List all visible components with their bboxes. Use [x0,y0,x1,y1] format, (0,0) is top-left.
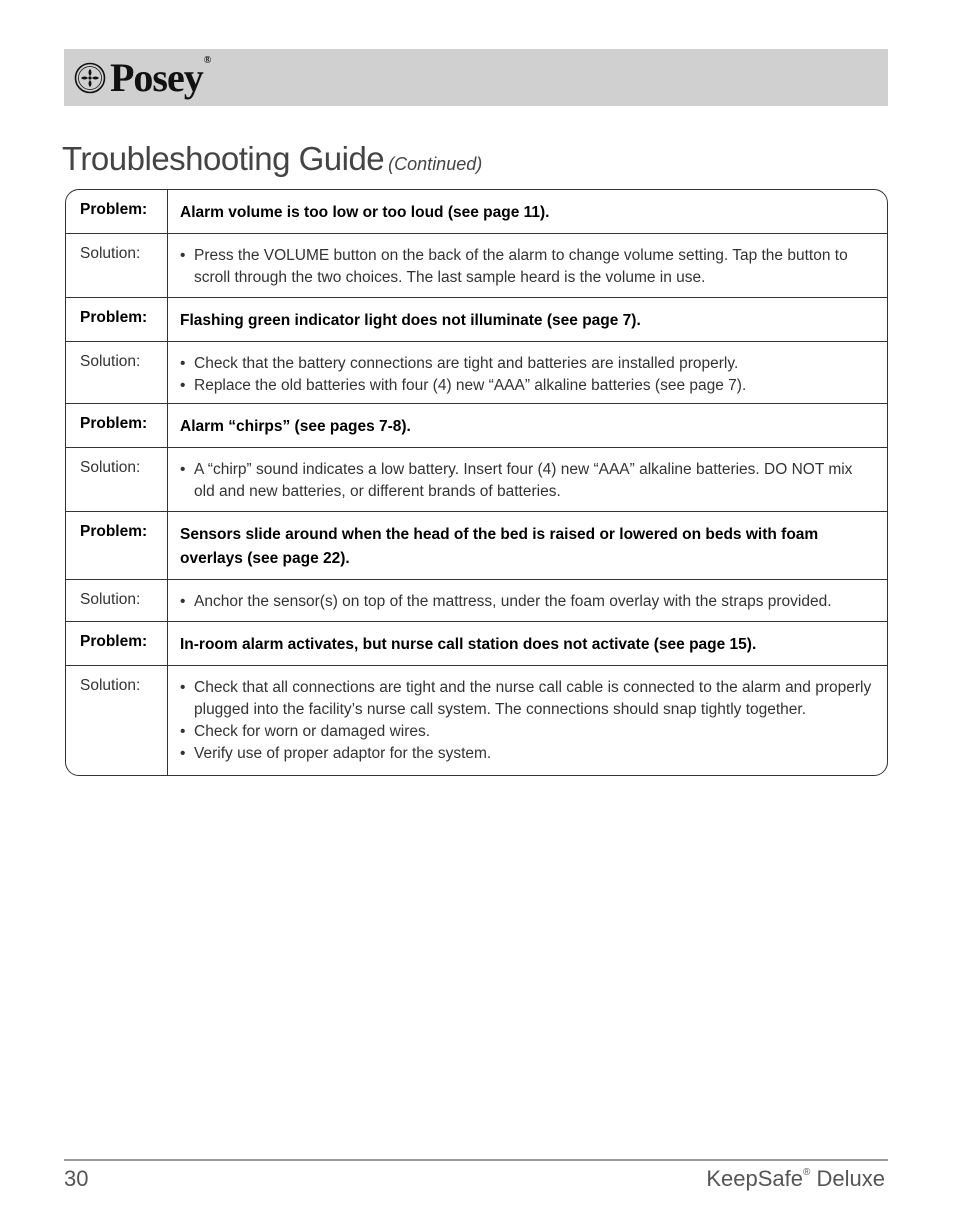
problem-text: Sensors slide around when the head of the bed is raised or lowered on beds with foam overlays (see page 22). [180,526,819,567]
solution-row [66,341,887,403]
footer-divider [64,1159,888,1161]
product-name [706,1166,885,1192]
solution-item [180,459,873,503]
problem-row [66,621,887,665]
solution-list [168,342,887,403]
solution-text: Check that the battery connections are tight and batteries are installed properly. [194,355,739,372]
problem-label: Problem: [66,190,168,233]
problem-text: Alarm “chirps” (see pages 7-8). [180,418,411,435]
problem-label: Problem: [66,298,168,341]
problem-row [66,190,887,233]
solution-item [180,721,873,743]
solution-text: Anchor the sensor(s) on top of the mattress, under the foam overlay with the straps provided. [194,593,832,610]
problem-label: Problem: [66,622,168,665]
problem-row [66,511,887,579]
bullet-icon: • [180,247,186,264]
solution-label: Solution: [66,666,168,775]
problem-label: Problem: [66,404,168,447]
solution-item [180,677,873,721]
solution-item [180,743,873,765]
solution-item [180,353,873,375]
solution-text: Verify use of proper adaptor for the system. [194,745,492,762]
problem-label: Problem: [66,512,168,579]
solution-item [180,591,873,613]
solution-row [66,233,887,297]
solution-list [168,234,887,297]
page-title-suffix: (Continued) [388,154,483,174]
page-number: 30 [64,1166,89,1191]
solution-text: Press the VOLUME button on the back of the alarm to change volume setting. Tap the button to scroll through the two choices. The last sample heard is the volume in use. [194,247,848,286]
problem-text: Alarm volume is too low or too loud (see page 11). [180,204,550,221]
solution-text: Check for worn or damaged wires. [194,723,431,740]
logo-registered-mark: ® [203,55,211,66]
bullet-icon: • [180,745,186,762]
posey-emblem-icon [74,62,106,94]
troubleshooting-table [65,189,888,776]
solution-list [168,666,887,775]
solution-label: Solution: [66,234,168,297]
problem-row [66,297,887,341]
page-title [62,140,482,178]
product-registered-mark: ® [803,1166,811,1178]
solution-text: Replace the old batteries with four (4) new “AAA” alkaline batteries (see page 7). [194,377,747,394]
solution-label: Solution: [66,448,168,511]
solution-list [168,448,887,511]
problem-row [66,403,887,447]
header-bar [64,49,888,106]
bullet-icon: • [180,377,186,394]
solution-list [168,580,887,621]
logo-wordmark: Posey® [110,55,211,100]
posey-logo [74,57,210,99]
solution-label: Solution: [66,342,168,403]
product-name-text: KeepSafe [706,1166,804,1191]
bullet-icon: • [180,461,186,478]
problem-text: In-room alarm activates, but nurse call station does not activate (see page 15). [180,636,757,653]
page-title-text: Troubleshooting Guide [62,140,385,177]
solution-text: Check that all connections are tight and the nurse call cable is connected to the alarm and properly plugged into the facility’s nurse call system. The connections should snap tightly together. [194,679,872,718]
bullet-icon: • [180,593,186,610]
solution-text: A “chirp” sound indicates a low battery. Insert four (4) new “AAA” alkaline batteries. DO NOT mix old and new batteries, or different brands of batteries. [194,461,853,500]
solution-item [180,375,873,397]
product-suffix: Deluxe [816,1166,885,1191]
bullet-icon: • [180,723,186,740]
solution-item [180,245,873,289]
problem-text: Flashing green indicator light does not illuminate (see page 7). [180,312,641,329]
bullet-icon: • [180,679,186,696]
solution-label: Solution: [66,580,168,621]
bullet-icon: • [180,355,186,372]
solution-row [66,665,887,775]
solution-row [66,579,887,621]
solution-row [66,447,887,511]
